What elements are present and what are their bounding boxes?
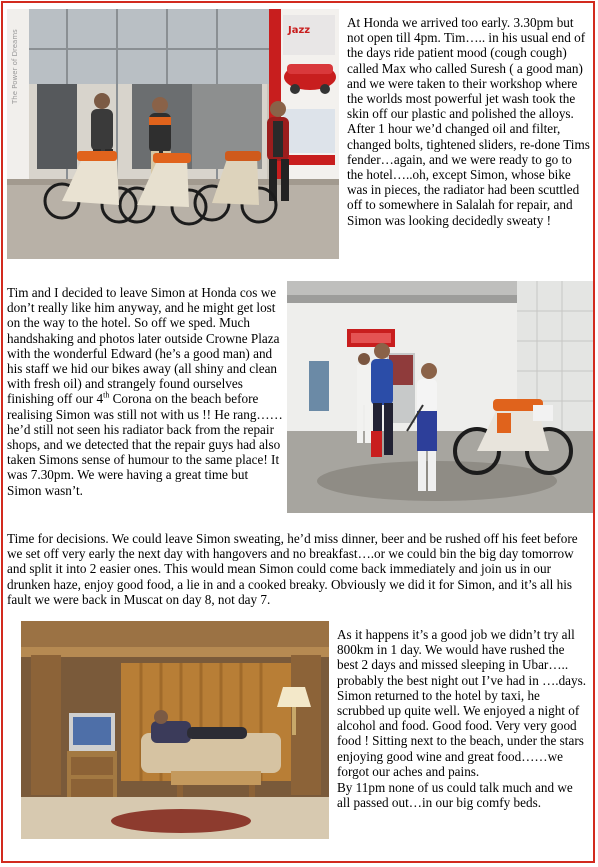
paragraph-good-job: As it happens it’s a good job we didn’t try all 800km in 1 day. We would have rushed the best 2 days and missed sleeping in Ubar….. probably the best night out I’ve had in ….days. Simon returned to the hotel by taxi, he scrubbed up quite well. We enjoyed a night of alcohol and food. Good food. Very very good food ! Sitting next to the beach, under the stars enjoying good wine and great food……we forgot our aches and pains. <box>337 627 587 779</box>
honda-bikes-photo <box>7 9 339 259</box>
hotel-room-image <box>21 621 329 839</box>
honda-bikes-image <box>7 9 339 259</box>
paragraph-passed-out: By 11pm none of us could talk much and we all passed out…in our big comfy beds. <box>337 780 573 811</box>
jet-wash-photo <box>287 281 593 513</box>
jet-wash-image <box>287 281 593 513</box>
hotel-room-photo <box>21 621 329 839</box>
banner-brand: Jazz <box>288 25 311 36</box>
paragraph-leave-simon-part1: Tim and I decided to leave Simon at Honda cos we don’t really like him anyway, and he might get lost on the way to the hotel. So off we sped. Much handshaking and photos later outside Crowne Plaza with the wonderful Edward (he’s a good man) and his staff we hid our bikes away (all shiny and clean with fresh oil) and strangely found ourselves finishing off our 4 <box>7 285 280 407</box>
wall-slogan: The Power of Dreams <box>11 29 19 104</box>
paragraph-leave-simon-part2: Corona on the beach before realising Simon was still not with us !! He rang……he’d still not seen his radiator back from the repair shops, and we detected that the repair guys had also taken Simons sense of humour to the same place! It was 7.30pm. We were having a great time but Simon wasn’t. <box>7 391 283 498</box>
paragraph-honda-arrival: At Honda we arrived too early. 3.30pm but not open till 4pm. Tim….. in his usual end of the days ride patient mood (cough cough) called Max who called Suresh ( a good man) and we were taken to their workshop where the worlds most powerful jet wash took the skin off our plastic and polished the alloys. After 1 hour we’d changed oil and filter, changed bolts, tightened sliders, re-done Tims fender…again, and we were ready to go to the hotel…..oh, except Simon, whose bike was in pieces, the radiator had been scuttled off to somewhere in Salalah for repair, and Simon was looking decidedly sweaty ! <box>347 15 590 228</box>
paragraph-decisions: Time for decisions. We could leave Simon sweating, he’d miss dinner, beer and be rushed off his feet before we set off very early the next day with hangovers and no breakfast….or we could bin the big day tomorrow and split it into 2 easier ones. This would mean Simon could come back immediately and join us in our drunken haze, enjoy good food, a lie in and a cooked breaky. Obviously we did it for Simon, and it’s all his fault we were back in Muscat on day 8, not day 7. <box>7 531 578 607</box>
paragraph-leave-simon <box>7 285 283 498</box>
ordinal-suffix: th <box>103 391 110 401</box>
page <box>1 1 595 863</box>
